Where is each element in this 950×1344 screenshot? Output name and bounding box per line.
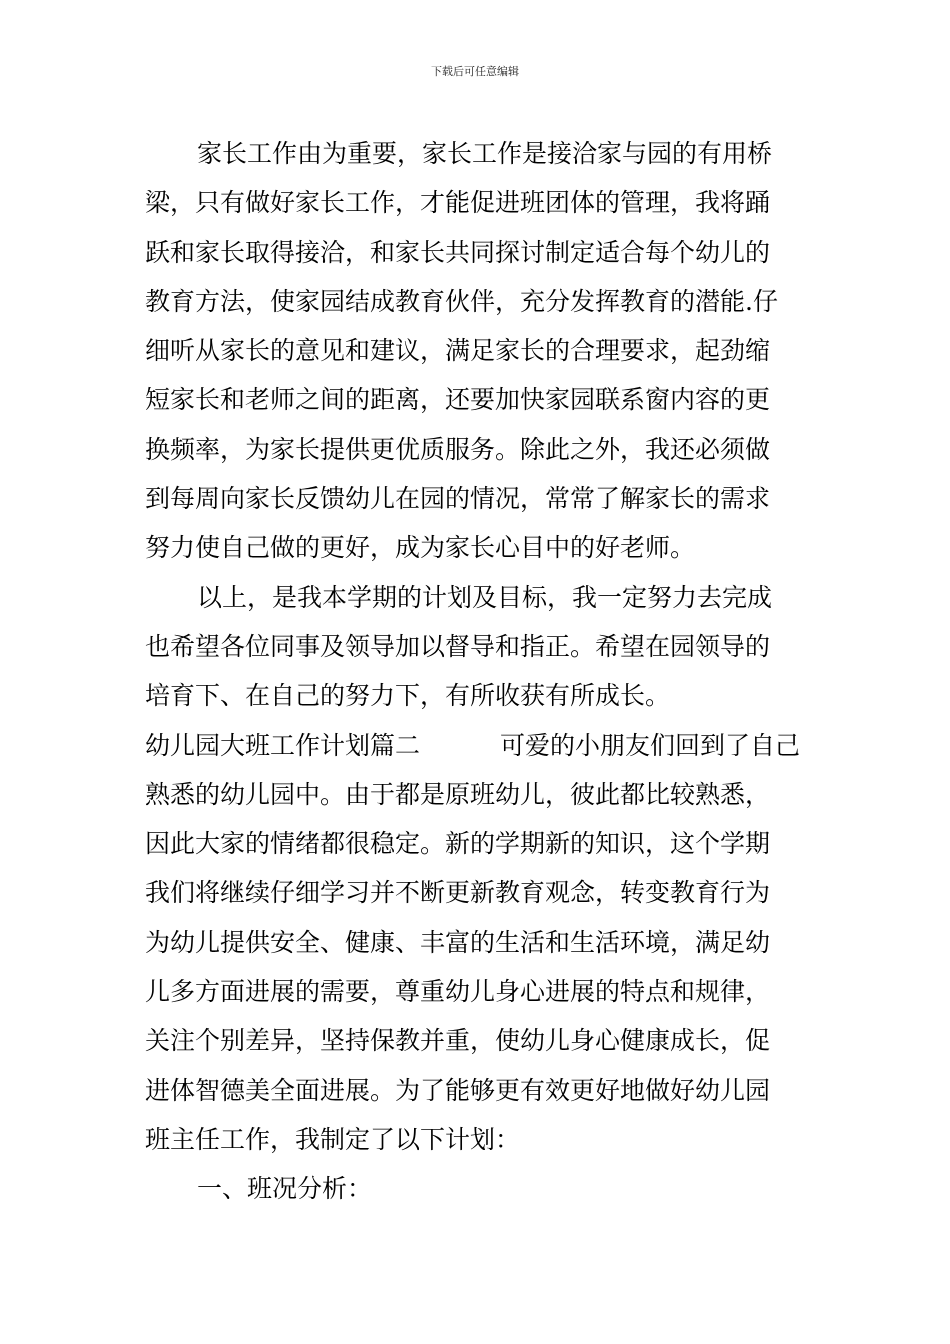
text-line: 换频率，为家长提供更优质服务。除此之外，我还必须做	[145, 434, 771, 464]
text-line: 教育方法，使家园结成教育伙伴，充分发挥教育的潜能.仔	[145, 286, 778, 316]
text-line: 梁，只有做好家长工作，才能促进班团体的管理，我将踊	[145, 188, 771, 218]
text-line: 也希望各位同事及领导加以督导和指正。希望在园领导的	[145, 631, 771, 661]
text-line: 家长工作由为重要，家长工作是接洽家与园的有用桥	[197, 139, 773, 168]
text-line: 关注个别差异，坚持保教并重，使幼儿身心健康成长，促	[145, 1026, 771, 1056]
text-line: 为幼儿提供安全、健康、丰富的生活和生活环境，满足幼	[145, 927, 771, 957]
text-line-with-title	[145, 721, 815, 770]
section-heading: 一、班况分析：	[197, 1174, 373, 1204]
text-line: 跃和家长取得接洽，和家长共同探讨制定适合每个幼儿的	[145, 237, 771, 267]
text-line: 到每周向家长反馈幼儿在园的情况，常常了解家长的需求	[145, 484, 771, 514]
text-line: 短家长和老师之间的距离，还要加快家园联系窗内容的更	[145, 385, 771, 415]
text-line: 培育下、在自己的努力下，有所收获有所成长。	[145, 681, 671, 711]
text-line: 因此大家的情绪都很稳定。新的学期新的知识，这个学期	[145, 829, 771, 859]
text-line: 细听从家长的意见和建议，满足家长的合理要求，起劲缩	[145, 336, 771, 366]
paragraph-plan-two	[145, 721, 815, 1165]
page-header: 下载后可任意编辑	[431, 65, 519, 78]
paragraph-class-analysis-heading	[145, 1164, 815, 1213]
text-line: 熟悉的幼儿园中。由于都是原班幼儿，彼此都比较熟悉，	[145, 779, 771, 809]
first-line-text: 可爱的小朋友们回到了自己	[500, 730, 801, 760]
text-line: 儿多方面进展的需要，尊重幼儿身心进展的特点和规律，	[145, 977, 771, 1007]
text-line: 努力使自己做的更好，成为家长心目中的好老师。	[145, 533, 696, 563]
paragraph-parent-work	[145, 129, 815, 573]
text-line: 我们将继续仔细学习并不断更新教育观念，转变教育行为	[145, 878, 771, 908]
text-line: 班主任工作，我制定了以下计划：	[145, 1124, 521, 1154]
document-body	[145, 129, 815, 1214]
text-line: 进体智德美全面进展。为了能够更有效更好地做好幼儿园	[145, 1075, 771, 1105]
paragraph-conclusion	[145, 573, 815, 721]
section-title: 幼儿园大班工作计划篇二	[145, 730, 421, 760]
text-line: 以上，是我本学期的计划及目标，我一定努力去完成	[197, 582, 773, 612]
